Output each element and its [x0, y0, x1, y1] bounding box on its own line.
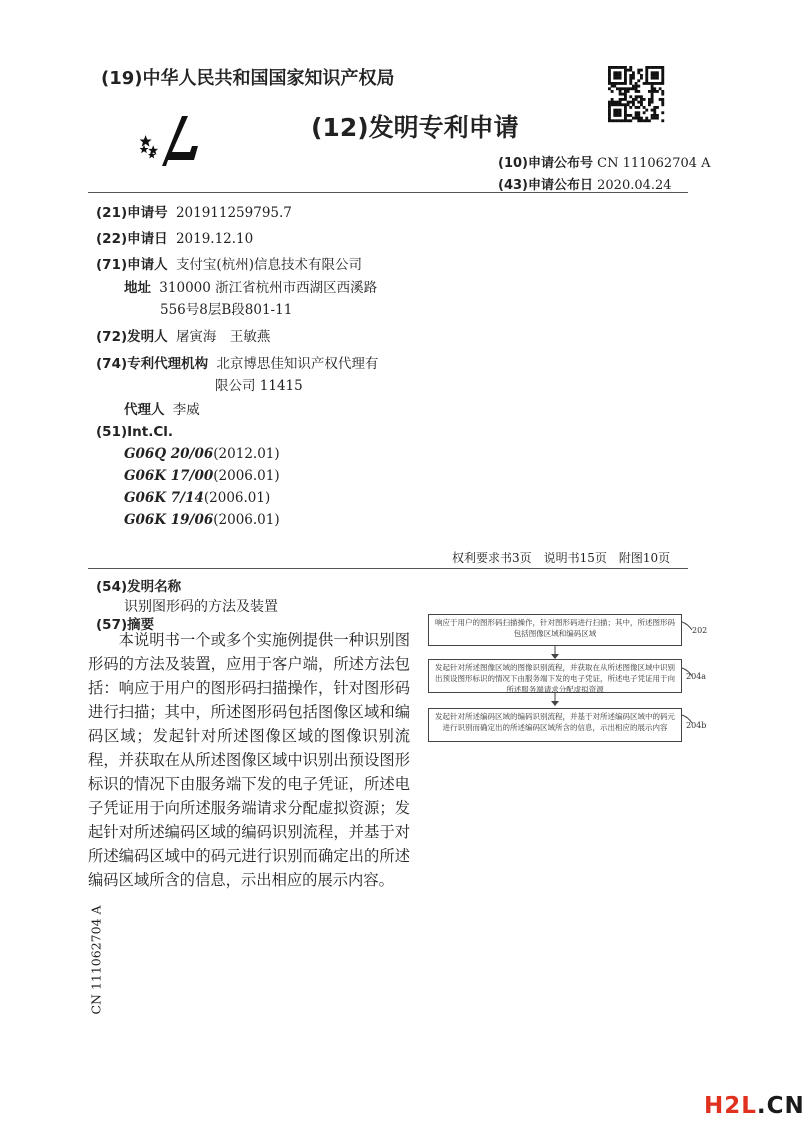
agency-line-1: 北京博思佳知识产权代理有	[216, 356, 379, 372]
applicant-name: 支付宝(杭州)信息技术有限公司	[175, 257, 362, 273]
qr-code	[608, 66, 664, 122]
side-publication-number: CN 111062704 A	[88, 905, 104, 1015]
inventors-label: (72)发明人	[96, 329, 168, 345]
header-divider	[88, 192, 688, 193]
application-number-row	[96, 201, 292, 221]
ipc-code-row	[124, 512, 280, 528]
flow-step-label: 204a	[686, 672, 707, 681]
ipc-year: (2006.01)	[203, 490, 271, 506]
ipc-code: G06K 7/14	[124, 490, 204, 506]
invention-title-label-text: (54)发明名称	[96, 579, 182, 595]
site-watermark: H2L.CN	[704, 1093, 805, 1119]
ipc-label	[96, 424, 173, 440]
invention-title: 识别图形码的方法及装置	[124, 599, 278, 615]
publication-number-label: (10)申请公布号	[498, 156, 593, 171]
ipc-code: G06K 19/06	[124, 512, 214, 528]
publication-number: CN 111062704 A	[597, 156, 711, 171]
flow-step-box: 响应于用户的图形码扫描操作，针对图形码进行扫描；其中，所述图形码包括图像区域和编码区域	[428, 614, 682, 646]
applicant-label: (71)申请人	[96, 257, 168, 273]
publication-date: 2020.04.24	[597, 178, 672, 193]
flow-step-label: 202	[692, 626, 708, 635]
agent-row	[124, 398, 200, 418]
abstract-label-text: (57)摘要	[96, 617, 155, 633]
ipc-label-text: (51)Int.Cl.	[96, 424, 174, 440]
publication-date-row	[498, 174, 672, 193]
inventors: 屠寅海 王敏燕	[175, 329, 271, 345]
flow-step-label: 204b	[686, 721, 707, 730]
address-line-1: 310000 浙江省杭州市西湖区西溪路	[159, 280, 378, 296]
ipc-code-row	[124, 468, 280, 484]
applicant-row	[96, 253, 362, 273]
ipc-code: G06K 17/00	[124, 468, 214, 484]
page-counts: 权利要求书3页 说明书15页 附图10页	[452, 551, 671, 565]
application-date-row	[96, 227, 253, 247]
flow-step-box: 发起针对所述编码区域的编码识别流程，并基于对所述编码区域中的码元进行识别而确定出的所述编码区域所含的信息，示出相应的展示内容	[428, 708, 682, 742]
invention-title-label	[96, 575, 181, 595]
agency-line-2: 限公司 11415	[215, 378, 303, 394]
application-number: 201911259795.7	[175, 205, 292, 221]
cnipa-emblem	[128, 112, 208, 172]
address-label: 地址	[124, 280, 151, 296]
agent-label: 代理人	[124, 402, 165, 418]
abstract-text: 本说明书一个或多个实施例提供一种识别图形码的方法及装置，应用于客户端，所述方法包括：响应于用户的图形码扫描操作，针对图形码进行扫描；其中，所述图形码包括图像区域和编码区域；发起针对所述图像区域的图像识别流程，并获取在从所述图像区域中识别出预设图形标识的情况下由服务端下发的电子凭证，所述电子凭证用于向所述服务端请求分配虚拟资源；发起针对所述编码区域的编码识别流程，并基于对所述编码区域中的码元进行识别而确定出的所述编码区域所含的信息，示出相应的展示内容。	[88, 631, 410, 889]
flow-step-box: 发起针对所述图像区域的图像识别流程，并获取在从所述图像区域中识别出预设图形标识的情况下由服务端下发的电子凭证，所述电子凭证用于向所述服务端请求分配虚拟资源	[428, 659, 682, 693]
ipc-code-row	[124, 490, 270, 506]
address-line-2: 556号8层B段801-11	[160, 302, 293, 318]
ipc-year: (2006.01)	[213, 512, 280, 528]
agency-label: (74)专利代理机构	[96, 356, 209, 372]
application-date-label: (22)申请日	[96, 231, 168, 247]
address-row	[124, 276, 377, 296]
agent: 李威	[172, 402, 200, 418]
application-number-label: (21)申请号	[96, 205, 168, 221]
ipc-year: (2006.01)	[213, 468, 280, 484]
ipc-code: G06Q 20/06	[124, 446, 214, 462]
office-name: (19)中华人民共和国国家知识产权局	[101, 68, 395, 89]
section-divider	[88, 568, 688, 569]
application-date: 2019.12.10	[175, 231, 254, 247]
agency-row	[96, 352, 378, 372]
inventors-row	[96, 325, 270, 345]
ipc-code-row	[124, 446, 280, 462]
ipc-year: (2012.01)	[213, 446, 280, 462]
document-type: (12)发明专利申请	[311, 113, 519, 142]
publication-date-label: (43)申请公布日	[498, 178, 593, 193]
publication-number-row	[498, 152, 711, 171]
